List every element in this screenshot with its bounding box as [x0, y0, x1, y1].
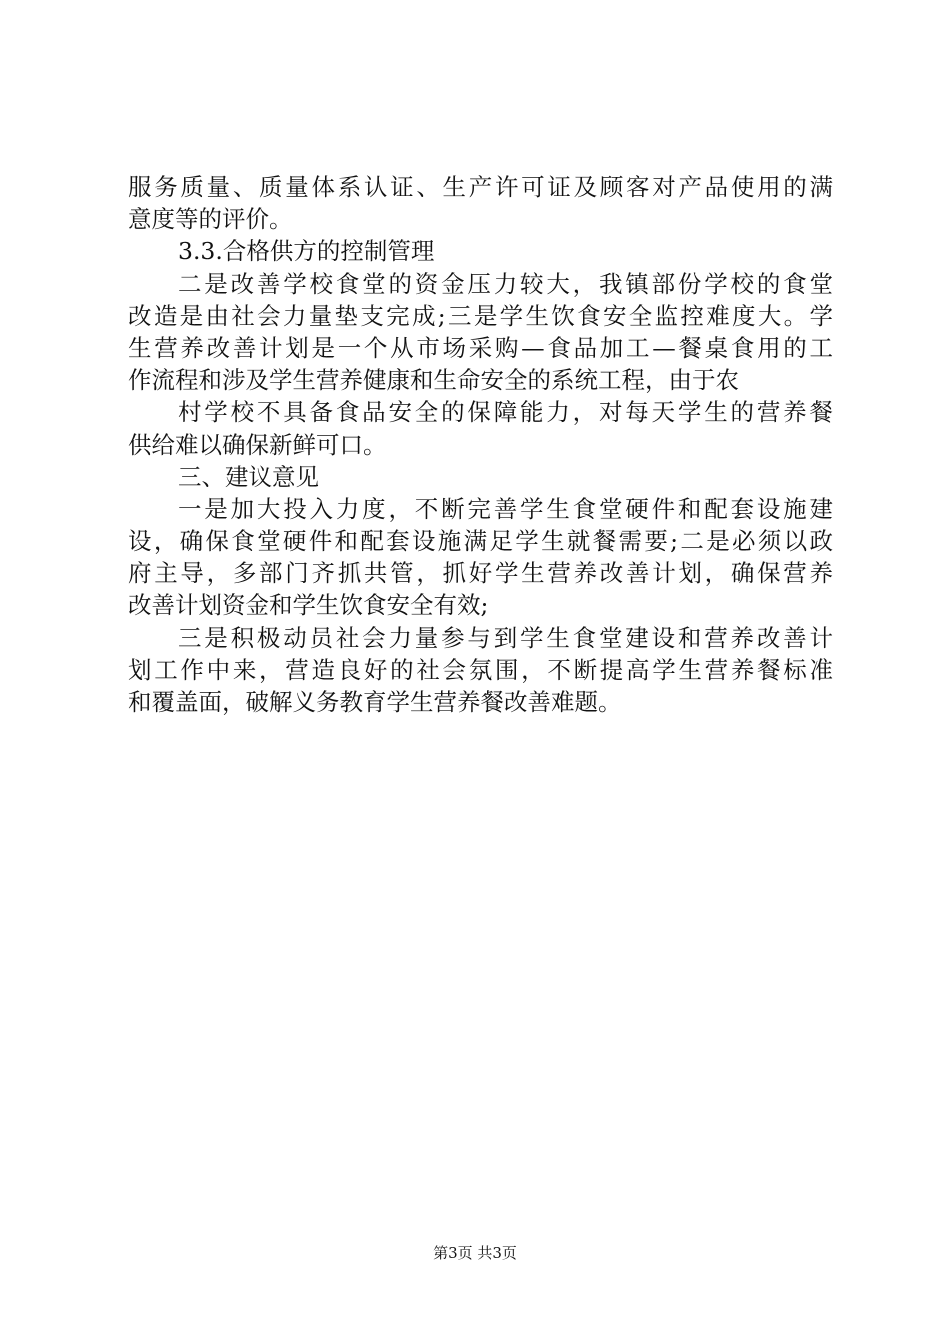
text-line: 生营养改善计划是一个从市场采购—食品加工—餐桌食用的工 — [128, 333, 833, 362]
text-line: 府主导，多部门齐抓共管，抓好学生营养改善计划，确保营养 — [128, 559, 833, 588]
text-line: 改善计划资金和学生饮食安全有效; — [128, 591, 489, 620]
text-line: 意度等的评价。 — [128, 205, 293, 234]
section-heading: 三、建议意见 — [178, 462, 319, 491]
text-line: 改造是由社会力量垫支完成;三是学生饮食安全监控难度大。学 — [128, 301, 833, 330]
text-line: 供给难以确保新鲜可口。 — [128, 430, 387, 459]
text-line: 和覆盖面，破解义务教育学生营养餐改善难题。 — [128, 688, 622, 716]
text-line: 作流程和涉及学生营养健康和生命安全的系统工程，由于农 — [128, 366, 739, 395]
text-line: 划工作中来，营造良好的社会氛围，不断提高学生营养餐标准 — [128, 655, 833, 684]
text-line: 一是加大投入力度，不断完善学生食堂硬件和配套设施建 — [178, 494, 833, 523]
text-line: 三是积极动员社会力量参与到学生食堂建设和营养改善计 — [178, 623, 833, 652]
text-line: 村学校不具备食品安全的保障能力，对每天学生的营养餐 — [178, 398, 833, 427]
text-line: 设，确保食堂硬件和配套设施满足学生就餐需要;二是必须以政 — [128, 527, 833, 556]
page-number: 第3页 共3页 — [433, 1244, 517, 1262]
text-line: 服务质量、质量体系认证、生产许可证及顾客对产品使用的满 — [128, 173, 833, 201]
text-line: 二是改善学校食堂的资金压力较大，我镇部份学校的食堂 — [178, 269, 833, 298]
document-body — [128, 171, 833, 718]
section-heading: 3.3.合格供方的控制管理 — [178, 237, 435, 266]
